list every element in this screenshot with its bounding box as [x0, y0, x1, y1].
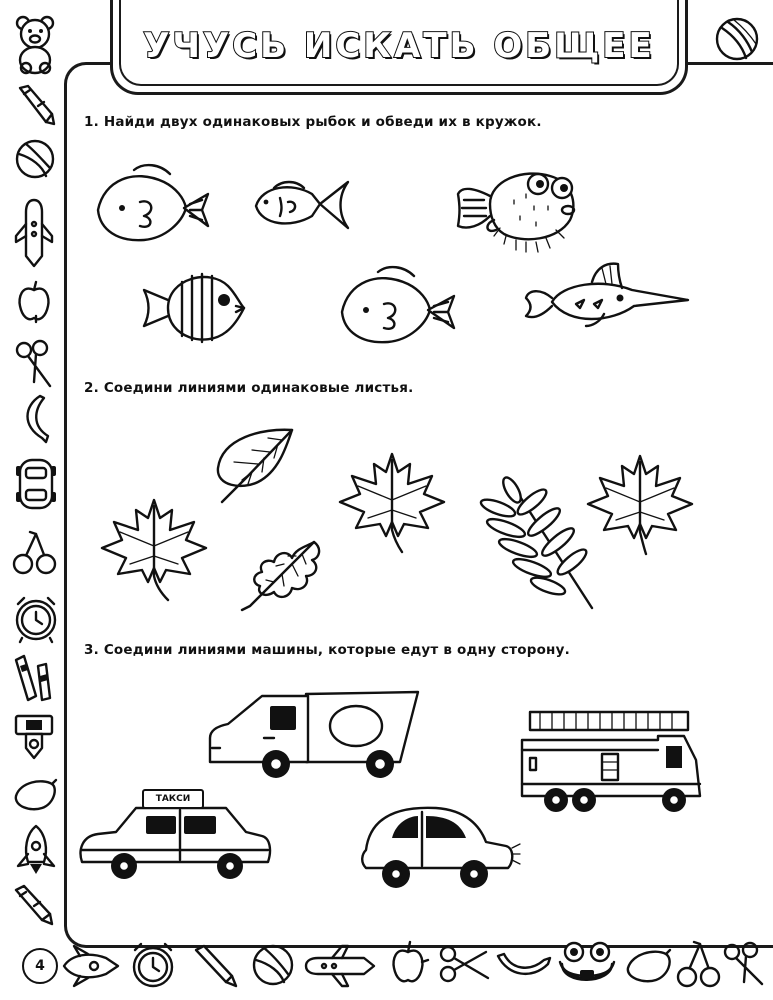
- leaf-rowan[interactable]: [478, 472, 598, 612]
- taxi-sign: [142, 789, 204, 809]
- rocket-icon: [60, 944, 122, 988]
- fish-striped[interactable]: [140, 264, 252, 350]
- cherries-icon: [676, 940, 722, 990]
- cherries-icon: [12, 530, 58, 576]
- page-number: 4: [22, 948, 58, 984]
- teddy-bear-icon: [14, 14, 58, 76]
- scissors-icon: [438, 942, 492, 988]
- lemon-icon: [624, 946, 674, 986]
- scissors-icon: [722, 942, 770, 988]
- fish-round-1[interactable]: [94, 160, 212, 250]
- fish-small[interactable]: [252, 176, 354, 234]
- scissors-icon: [14, 340, 56, 390]
- crayon-icon: [12, 884, 54, 928]
- crayon-icon: [192, 942, 238, 988]
- airplane-icon: [14, 196, 56, 270]
- apple-icon: [16, 280, 52, 324]
- truck[interactable]: [204, 688, 424, 786]
- page-title: УЧУСЬ ИСКАТЬ ОБЩЕЕ: [143, 26, 655, 66]
- leaf-maple-3[interactable]: [584, 452, 696, 556]
- fire-truck[interactable]: [516, 706, 708, 818]
- task-1-instruction: 1. Найди двух одинаковых рыбок и обведи их в кружок.: [84, 114, 542, 130]
- ball-icon: [250, 942, 296, 988]
- task-3-instruction: 3. Соедини линиями машины, которые едут в одну сторону.: [84, 642, 570, 658]
- robot-icon: [12, 712, 56, 762]
- banana-icon: [16, 392, 56, 446]
- task-2-instruction: 2. Соедини линиями одинаковые листья.: [84, 380, 414, 396]
- leaf-maple-1[interactable]: [98, 496, 210, 604]
- ball-icon: [712, 14, 762, 64]
- frog-icon: [556, 940, 618, 990]
- taxi-sign-label: ТАКСИ: [155, 794, 191, 804]
- car-icon: [14, 452, 58, 514]
- lemon-icon: [12, 776, 58, 812]
- banana-icon: [494, 946, 552, 986]
- car-small[interactable]: [356, 798, 522, 896]
- leaf-maple-2[interactable]: [336, 450, 448, 556]
- airplane-icon: [302, 944, 378, 988]
- leaf-oak[interactable]: [236, 534, 328, 614]
- leaf-linden[interactable]: [212, 428, 296, 508]
- alarm-clock-icon: [128, 940, 178, 990]
- apple-icon: [388, 940, 430, 988]
- fish-round-2[interactable]: [338, 260, 460, 352]
- alarm-clock-icon: [12, 594, 60, 644]
- fish-swordfish[interactable]: [522, 260, 692, 338]
- ball-icon: [14, 138, 56, 180]
- title-tab: [110, 0, 688, 95]
- crayons-icon: [12, 652, 56, 702]
- crayon-icon: [14, 84, 56, 126]
- fish-puffer[interactable]: [454, 160, 584, 256]
- rocket-icon: [14, 822, 58, 878]
